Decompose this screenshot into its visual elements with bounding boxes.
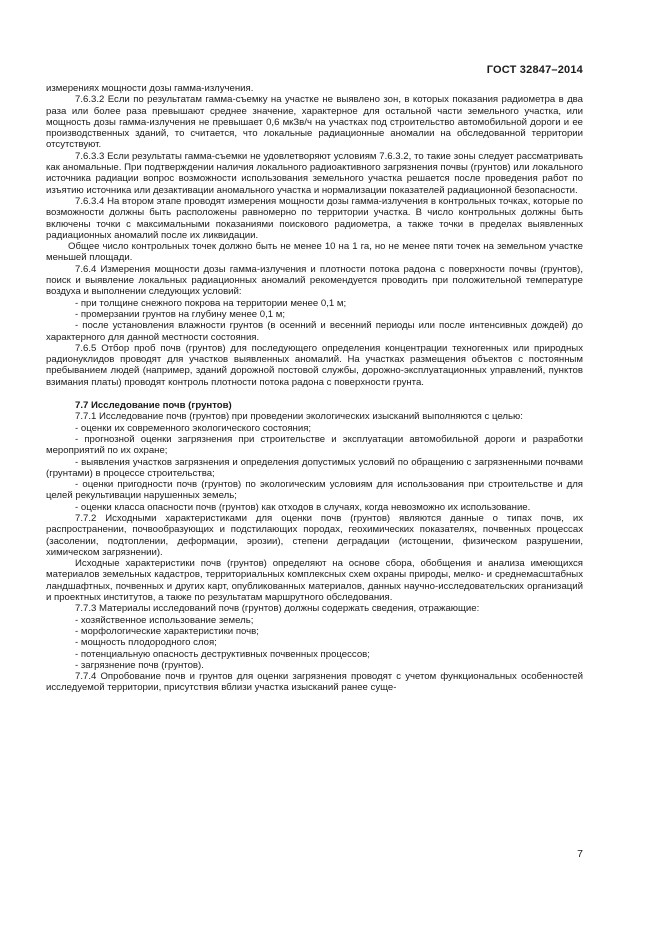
- paragraph: Общее число контрольных точек должно быть не менее 10 на 1 га, но не менее пяти точек на земельном участке меньшей площади.: [46, 241, 583, 264]
- list-item: - после установления влажности грунтов (в осенний и весенний периоды или после интенсивных дождей) до характерного для данной местности состояния.: [46, 320, 583, 343]
- paragraph: 7.6.3.2 Если по результатам гамма-съемку на участке не выявлено зон, в которых показания радиометра в два раза или более раза превышают среднее значение, характерное для остальной части земельного участка, или мощность дозы гамма-излучения не превышает 0,6 мкЗв/ч на участках под строительство автомобильной дороги и ее производственных зданий, то считается, что локальные радиационные аномалии на обследованной территории отсутствуют.: [46, 94, 583, 151]
- paragraph: Исходные характеристики почв (грунтов) определяют на основе сбора, обобщения и анализа имеющихся материалов земельных кадастров, территориальных комплексных схем охраны природы, мелко- и среднемасштабных ландшафтных, почвенных и других карт, опубликованных материалов, данных научно-исследовательских организаций и проектных институтов, а также по результатам маршрутного обследования.: [46, 558, 583, 604]
- paragraph: 7.7.1 Исследование почв (грунтов) при проведении экологических изысканий выполняются с целью:: [75, 411, 523, 423]
- section-heading: 7.7 Исследование почв (грунтов): [75, 400, 232, 412]
- paragraph: 7.7.3 Материалы исследований почв (грунтов) должны содержать сведения, отражающие:: [75, 603, 480, 615]
- paragraph: измерениях мощности дозы гамма-излучения.: [46, 83, 254, 94]
- list-item: - мощность плодородного слоя;: [75, 637, 217, 649]
- list-item: - потенциальную опасность деструктивных почвенных процессов;: [75, 648, 370, 660]
- list-item: - хозяйственное использование земель;: [75, 614, 254, 626]
- paragraph: 7.6.5 Отбор проб почв (грунтов) для последующего определения концентрации техногенных или природных радионуклидов проводят для участков выявленных аномалий. На участках размещения объектов с постоянным пребыванием людей (например, зданий дорожной постовой службы, дорожно-эксплуатационных управлений, пунктов взимания платы) проводят контроль плотности потока радона с поверхности грунта.: [46, 342, 583, 388]
- document-id: ГОСТ 32847–2014: [486, 64, 583, 76]
- list-item: - загрязнение почв (грунтов).: [75, 659, 204, 671]
- page-number: 7: [577, 848, 583, 860]
- list-item: - прогнозной оценки загрязнения при строительстве и эксплуатации автомобильной дороги и разработки мероприятий по их охране;: [46, 433, 583, 457]
- paragraph: 7.7.2 Исходными характеристиками для оценки почв (грунтов) являются данные о типах почв, их распространении, почвообразующих и подстилающих породах, геохимических показателях, почвенных процессах (засолении, подтоплении, деформации, эрозии), степени деградации (истощении, физическом разрушении, химическом загрязнении).: [46, 512, 583, 558]
- list-item: - оценки класса опасности почв (грунтов) как отходов в случаях, когда невозможно их использование.: [75, 501, 531, 513]
- paragraph: 7.7.4 Опробование почв и грунтов для оценки загрязнения проводят с учетом функциональных особенностей исследуемой территории, присутствия вблизи участка изысканий ранее суще-: [46, 671, 583, 694]
- list-item: - промерзании грунтов на глубину менее 0,1 м;: [75, 308, 286, 320]
- paragraph: 7.6.3.4 На втором этапе проводят измерения мощности дозы гамма-излучения в контрольных точках, которые по возможности должны быть расположены равномерно по территории участка. В число контрольных должны быть включены точки с максимальными показаниями поискового радиометра, а также точки в пределах выявленных радиационных аномалий после их ликвидации.: [46, 195, 583, 241]
- list-item: - при толщине снежного покрова на территории менее 0,1 м;: [75, 297, 347, 309]
- list-item: - выявления участков загрязнения и определения допустимых условий по обращению с загрязненными почвами (грунтами) в процессе строительства;: [46, 456, 583, 479]
- paragraph: 7.6.4 Измерения мощности дозы гамма-излучения и плотности потока радона с поверхности почвы (грунтов), поиск и выявление локальных радиационных аномалий рекомендуется проводить при положительной температуре воздуха и выполнении следующих условий:: [46, 263, 583, 298]
- list-item: - оценки их современного экологического состояния;: [75, 422, 312, 434]
- document-body: [46, 83, 583, 694]
- list-item: - морфологические характеристики почв;: [75, 625, 259, 637]
- paragraph: 7.6.3.3 Если результаты гамма-съемки не удовлетворяют условиям 7.6.3.2, то такие зоны следует рассматривать как аномальные. При подтверждении наличия локального радиоактивного загрязнения почвы (грунтов) или локального источника радиации вопрос возможности использования земельного участка решается после проведения работ по изъятию источника или дезактивации аномального участка и нормализации показателей радиационной безопасности.: [46, 150, 583, 196]
- section-gap: [46, 388, 583, 400]
- list-item: - оценки пригодности почв (грунтов) по экологическим условиям для использования при строительстве и для целей рекультивации нарушенных земель;: [46, 479, 583, 502]
